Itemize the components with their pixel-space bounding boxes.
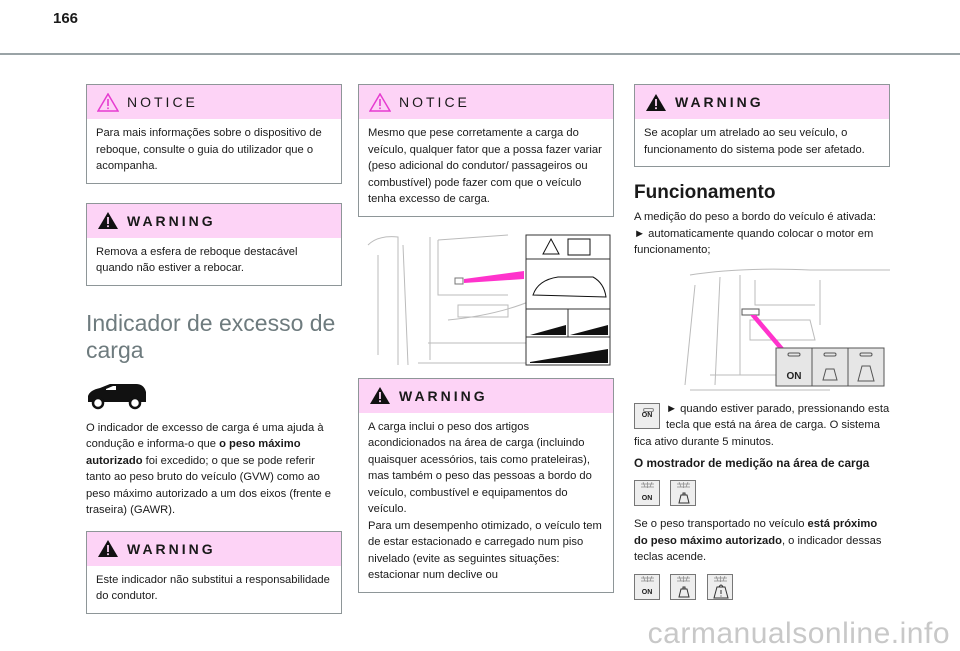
middle-column <box>358 84 614 593</box>
warning-text <box>359 413 613 592</box>
warning-box <box>86 531 342 614</box>
notice-header <box>87 85 341 119</box>
page-number: 166 <box>53 10 79 27</box>
section-heading-line1: Indicador de excesso de <box>86 309 336 336</box>
warning-title: WARNING <box>675 94 764 110</box>
on-key-icon <box>634 403 660 429</box>
header-rule <box>0 53 960 55</box>
warning-header <box>87 532 341 566</box>
notice-box <box>358 84 614 217</box>
warning-icon <box>97 539 119 558</box>
section-heading-line2: carga <box>86 336 144 363</box>
warning-icon <box>645 93 667 112</box>
warning-text-2: Para um desempenho otimizado, o veículo tem de estar estacionado e carregado num piso nivelado (evite as seguintes situações: estacionar num declive ou <box>368 519 602 581</box>
warning-header <box>359 379 613 413</box>
near-max-paragraph <box>634 516 890 566</box>
section-heading <box>86 310 342 364</box>
intro-paragraph: A medição do peso a bordo do veículo é ativada: <box>634 211 876 223</box>
lit-keys-row-2 <box>634 574 890 602</box>
on-key-label: ON <box>641 412 653 419</box>
near-max-bold: está próximo do peso máximo autorizado <box>634 518 878 547</box>
on-key-lit-icon <box>634 480 660 506</box>
warning-icon <box>369 386 391 405</box>
warning-header <box>87 204 341 238</box>
notice-title: NOTICE <box>399 94 470 110</box>
notice-warning-icon <box>97 93 119 112</box>
warning-box <box>358 378 614 593</box>
section-heading: Funcionamento <box>634 182 776 203</box>
left-column <box>86 84 342 614</box>
on-key-label: ON <box>641 588 653 596</box>
subheading: O mostrador de medição na área de carga <box>634 456 870 470</box>
weight-key-lit-icon <box>670 480 696 506</box>
intro-paragraph <box>86 420 342 519</box>
notice-text: Mesmo que pese corretamente a carga do veículo, qualquer fator que a possa fazer variar (peso adicional do condutor/ passageiros ou combustível) pode fazer com que o veículo tenha excesso de carga. <box>368 127 602 205</box>
on-key-label: ON <box>641 495 653 502</box>
on-key-lit-icon <box>634 574 660 600</box>
intro-bold: o peso máximo autorizado <box>86 438 301 467</box>
near-max-text-1: Se o peso transportado no veículo <box>634 518 808 530</box>
warning-title: WARNING <box>399 387 488 404</box>
warning-text: Este indicador não substitui a responsabilidade do condutor. <box>96 573 330 602</box>
warning-text-1: A carga inclui o peso dos artigos acondicionados na área de carga (incluindo quaisquer acessórios, tais como prateleiras), mas também o peso das pessoas a bordo do veículo, combustível e equipamentos do veículo. <box>368 420 592 515</box>
warning-text: Se acoplar um atrelado ao seu veículo, o funcionamento do sistema pode ser afetado. <box>644 127 865 156</box>
cargo-area-buttons-illustration <box>680 265 892 395</box>
cargo-area-label-illustration <box>358 225 614 370</box>
van-icon <box>86 382 148 410</box>
watermark: carmanualsonline.info <box>647 617 950 650</box>
overweight-key-lit-icon <box>707 574 733 600</box>
warning-box <box>86 203 342 286</box>
warning-icon <box>97 211 119 230</box>
warning-title: WARNING <box>127 212 216 229</box>
weight-key-lit-icon <box>670 574 696 600</box>
notice-header <box>359 85 613 119</box>
bullet-manual <box>634 401 890 451</box>
warning-box <box>634 84 890 167</box>
warning-title: WARNING <box>127 540 216 557</box>
notice-box <box>86 84 342 184</box>
intro-text-2: foi excedido; o que se pode referir tanto ao peso bruto do veículo (GVW) como ao peso máximo autorizado a um dos eixos (frente e traseira) (GAWR). <box>86 454 332 516</box>
intro-text-1: O indicador de excesso de carga é uma ajuda à condução e informa-o que <box>86 421 324 450</box>
warning-text: Remova a esfera de reboque destacável quando não estiver a rebocar. <box>96 245 298 274</box>
notice-title: NOTICE <box>127 94 198 110</box>
lit-keys-row-1 <box>634 480 890 508</box>
bullet-automatic: ► automaticamente quando colocar o motor em funcionamento; <box>634 227 874 256</box>
right-column <box>634 84 890 602</box>
near-max-text-2: , o indicador dessas teclas acende. <box>634 534 882 563</box>
bullet-manual-text: ► quando estiver parado, pressionando esta tecla que está na área de carga. O sistema fica ativo durante 5 minutos. <box>634 402 890 448</box>
warning-header <box>635 85 889 119</box>
notice-warning-icon <box>369 93 391 112</box>
svg-text:ON: ON <box>786 370 802 382</box>
notice-text: Para mais informações sobre o dispositivo de reboque, consulte o guia do utilizador que o acompanha. <box>96 127 322 172</box>
